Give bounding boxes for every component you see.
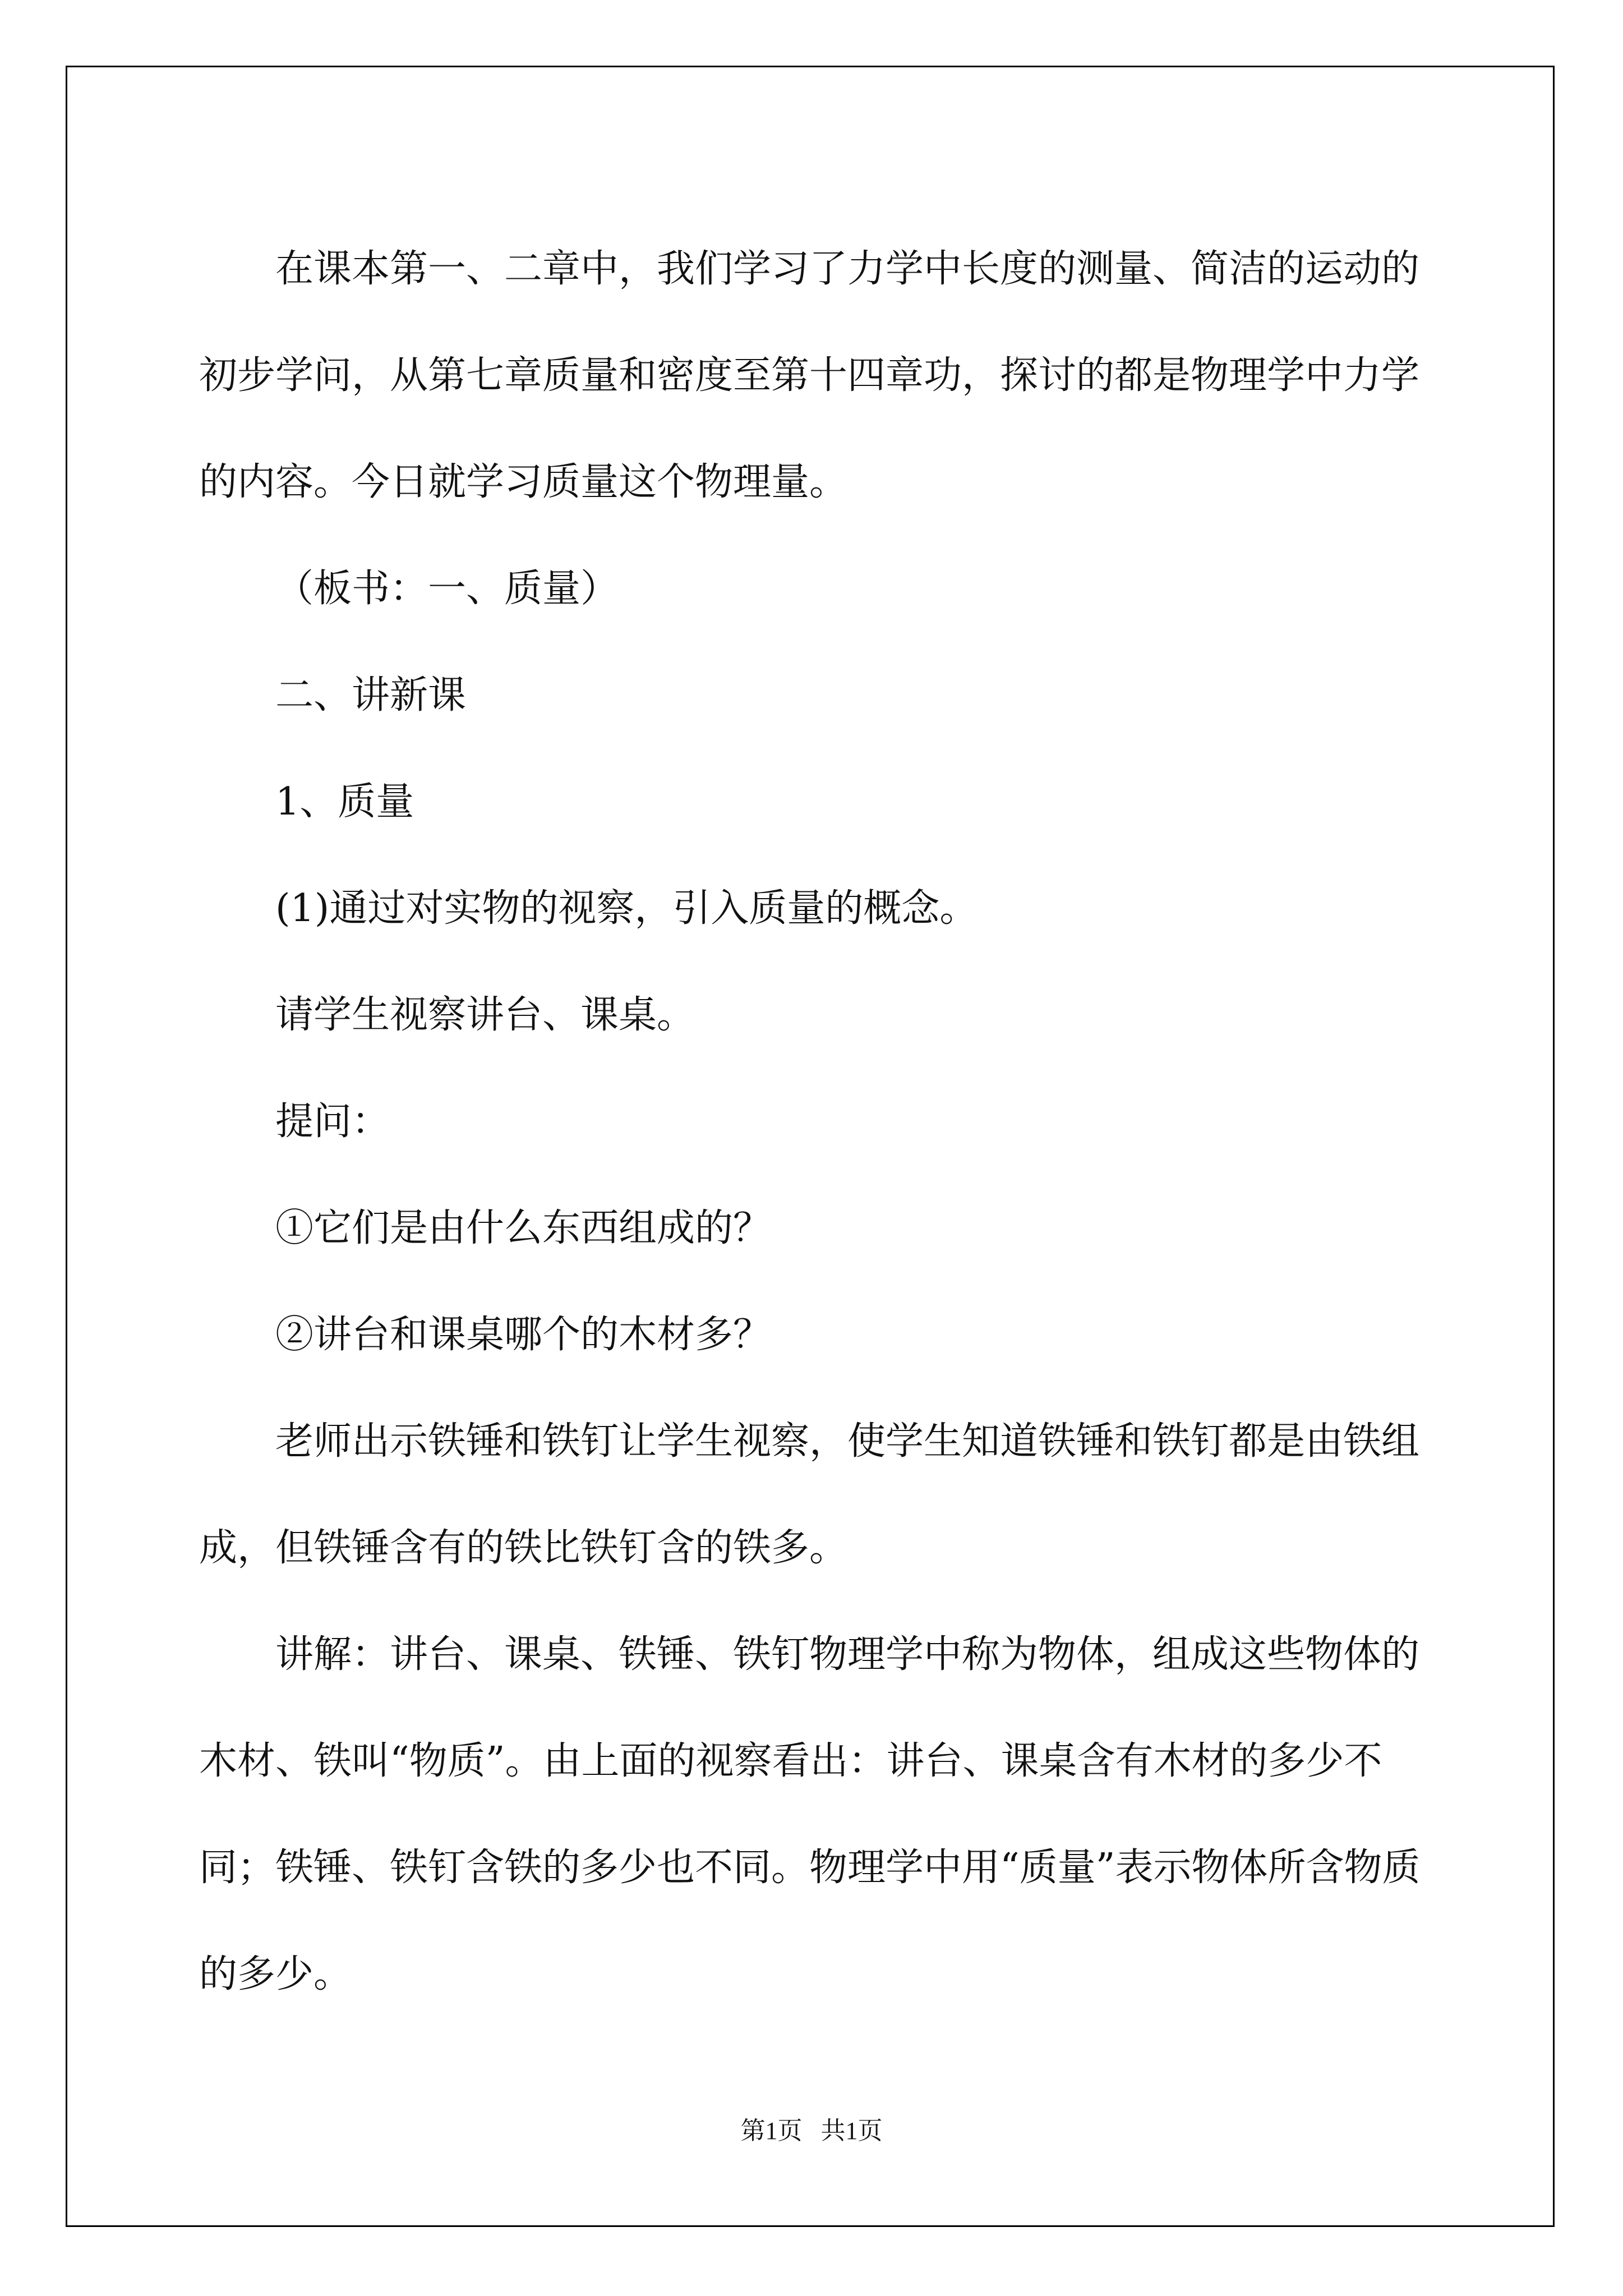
paragraph-question-1: ①它们是由什么东西组成的？ — [275, 1206, 772, 1250]
paragraph-explanation: 讲解：讲台、课桌、铁锤、铁钉物理学中称为物体，组成这些物体的木材、铁叫“物质”。由上面的视察看出：讲台、课桌含有木材的多少不同；铁锤、铁钉含铁的多少也不同。物理学中用“质量”表示物体所含物质的多少。 — [199, 1632, 1421, 1996]
page-number: 第1页 — [740, 2117, 803, 2145]
paragraph-observe: 请学生视察讲台、课桌。 — [275, 993, 695, 1037]
section-heading-new-lesson: 二、讲新课 — [275, 673, 467, 717]
page-total: 共1页 — [820, 2117, 883, 2145]
page-footer — [0, 2110, 1623, 2146]
paragraph-question-label: 提问： — [275, 1099, 390, 1144]
paragraph-step-1: (1)通过对实物的视察，引入质量的概念。 — [275, 886, 978, 931]
subheading-mass: 1、质量 — [275, 780, 414, 824]
document-body — [199, 216, 1424, 2028]
paragraph-question-2: ②讲台和课桌哪个的木材多？ — [275, 1313, 772, 1357]
paragraph-board-note: （板书：一、质量） — [275, 567, 619, 611]
paragraph-demonstration: 老师出示铁锤和铁钉让学生视察，使学生知道铁锤和铁钉都是由铁组成，但铁锤含有的铁比铁钉含的铁多。 — [199, 1419, 1420, 1570]
paragraph-intro: 在课本第一、二章中，我们学习了力学中长度的测量、简洁的运动的初步学问，从第七章质量和密度至第十四章功，探讨的都是物理学中力学的内容。今日就学习质量这个物理量。 — [199, 247, 1420, 504]
